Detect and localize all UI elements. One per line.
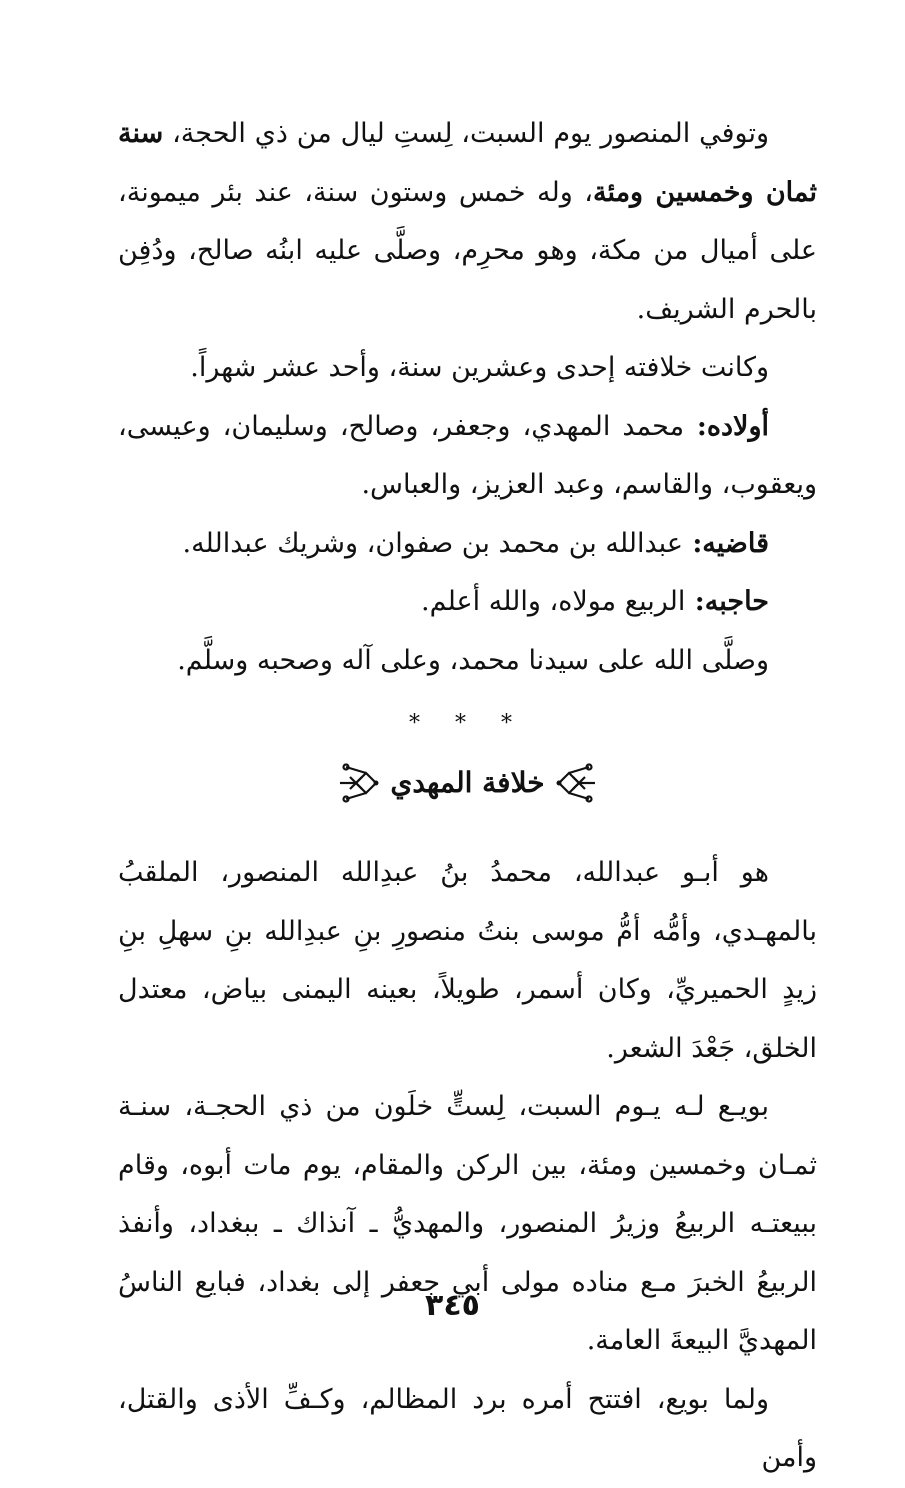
- text-segment: وكانت خلافته إحدى وعشرين سنة، وأحد عشر شهراً.: [190, 352, 769, 383]
- paragraph-chamberlain: [118, 573, 817, 632]
- paragraph-children: [118, 398, 817, 515]
- ornament-left-icon: [336, 763, 380, 803]
- text-segment: عبدالله بن محمد بن صفوان، وشريك عبدالله.: [182, 527, 683, 559]
- section-title: خلافة المهدي: [390, 765, 545, 799]
- paragraph-mahdi-oath: بويـع لـه يـوم السبت، لِستٍّ خلَون من ذي الحجـة، سنـة ثمـان وخمسين ومئة، بين الركن والمقام، يوم مات أبوه، وقام ببيعتـه الربيعُ وزيرُ المنصور، والمهديُّ ـ آنذاك ـ ببغداد، وأنفذ الربيعُ الخبرَ مـع مناده مولى أبي جعفر إلى بغداد، فبايع الناسُ المهديَّ البيعةَ العامة.: [118, 1091, 817, 1356]
- paragraph-mahdi-lineage: هو أبـو عبدالله، محمدُ بنُ عبدِالله المنصور، الملقبُ بالمهـدي، وأمُّه أمُّ موسى بنتُ منصورِ بنِ عبدِالله بنِ سهلِ بنِ زيدٍ الحميريِّ، وكان أسمر، طويلاً، بعينه اليمنى بياض، معتدل الخلق، جَعْدَ الشعر.: [118, 857, 817, 1064]
- text-segment: وتوفي المنصور يوم السبت، لِستِ ليال من ذي الحجة،: [163, 118, 769, 149]
- text-segment: ، وله خمس وستون سنة، عند بئر ميمونة، على أميال من مكة، وهو محرِم، وصلَّى عليه ابنُه صالح، ودُفِن بالحرم الشريف.: [118, 176, 817, 325]
- paragraph-mahdi-reforms: ولما بويع، افتتح أمره برد المظالم، وكـفِّ الأذى والقتل، وأمن: [118, 1383, 817, 1473]
- label-judge: قاضيه:: [682, 527, 769, 559]
- label-chamberlain: حاجبه:: [685, 586, 769, 617]
- paragraph-judge: [118, 515, 817, 574]
- page-body: [118, 105, 817, 1488]
- section-heading: [118, 750, 817, 816]
- label-children: أولاده:: [684, 410, 769, 442]
- ornament-right-icon: [555, 763, 599, 803]
- text-segment: الربيع مولاه، والله أعلم.: [421, 586, 686, 617]
- text-segment-bold: سنة ثمان وخمسين ومئة: [118, 118, 817, 208]
- text-segment: محمد المهدي، وجعفر، وصالح، وسليمان، وعيسى، ويعقوب، والقاسم، وعبد العزيز، والعباس.: [118, 410, 817, 500]
- paragraph-death-of-mansur: [118, 105, 817, 339]
- section-separator: * * *: [409, 711, 526, 736]
- paragraph-reign-length: [118, 339, 817, 398]
- page-number: ٣٤٥: [425, 1288, 480, 1323]
- paragraph-blessing: [118, 632, 817, 691]
- text-segment: وصلَّى الله على سيدنا محمد، وعلى آله وصحبه وسلَّم.: [177, 644, 769, 676]
